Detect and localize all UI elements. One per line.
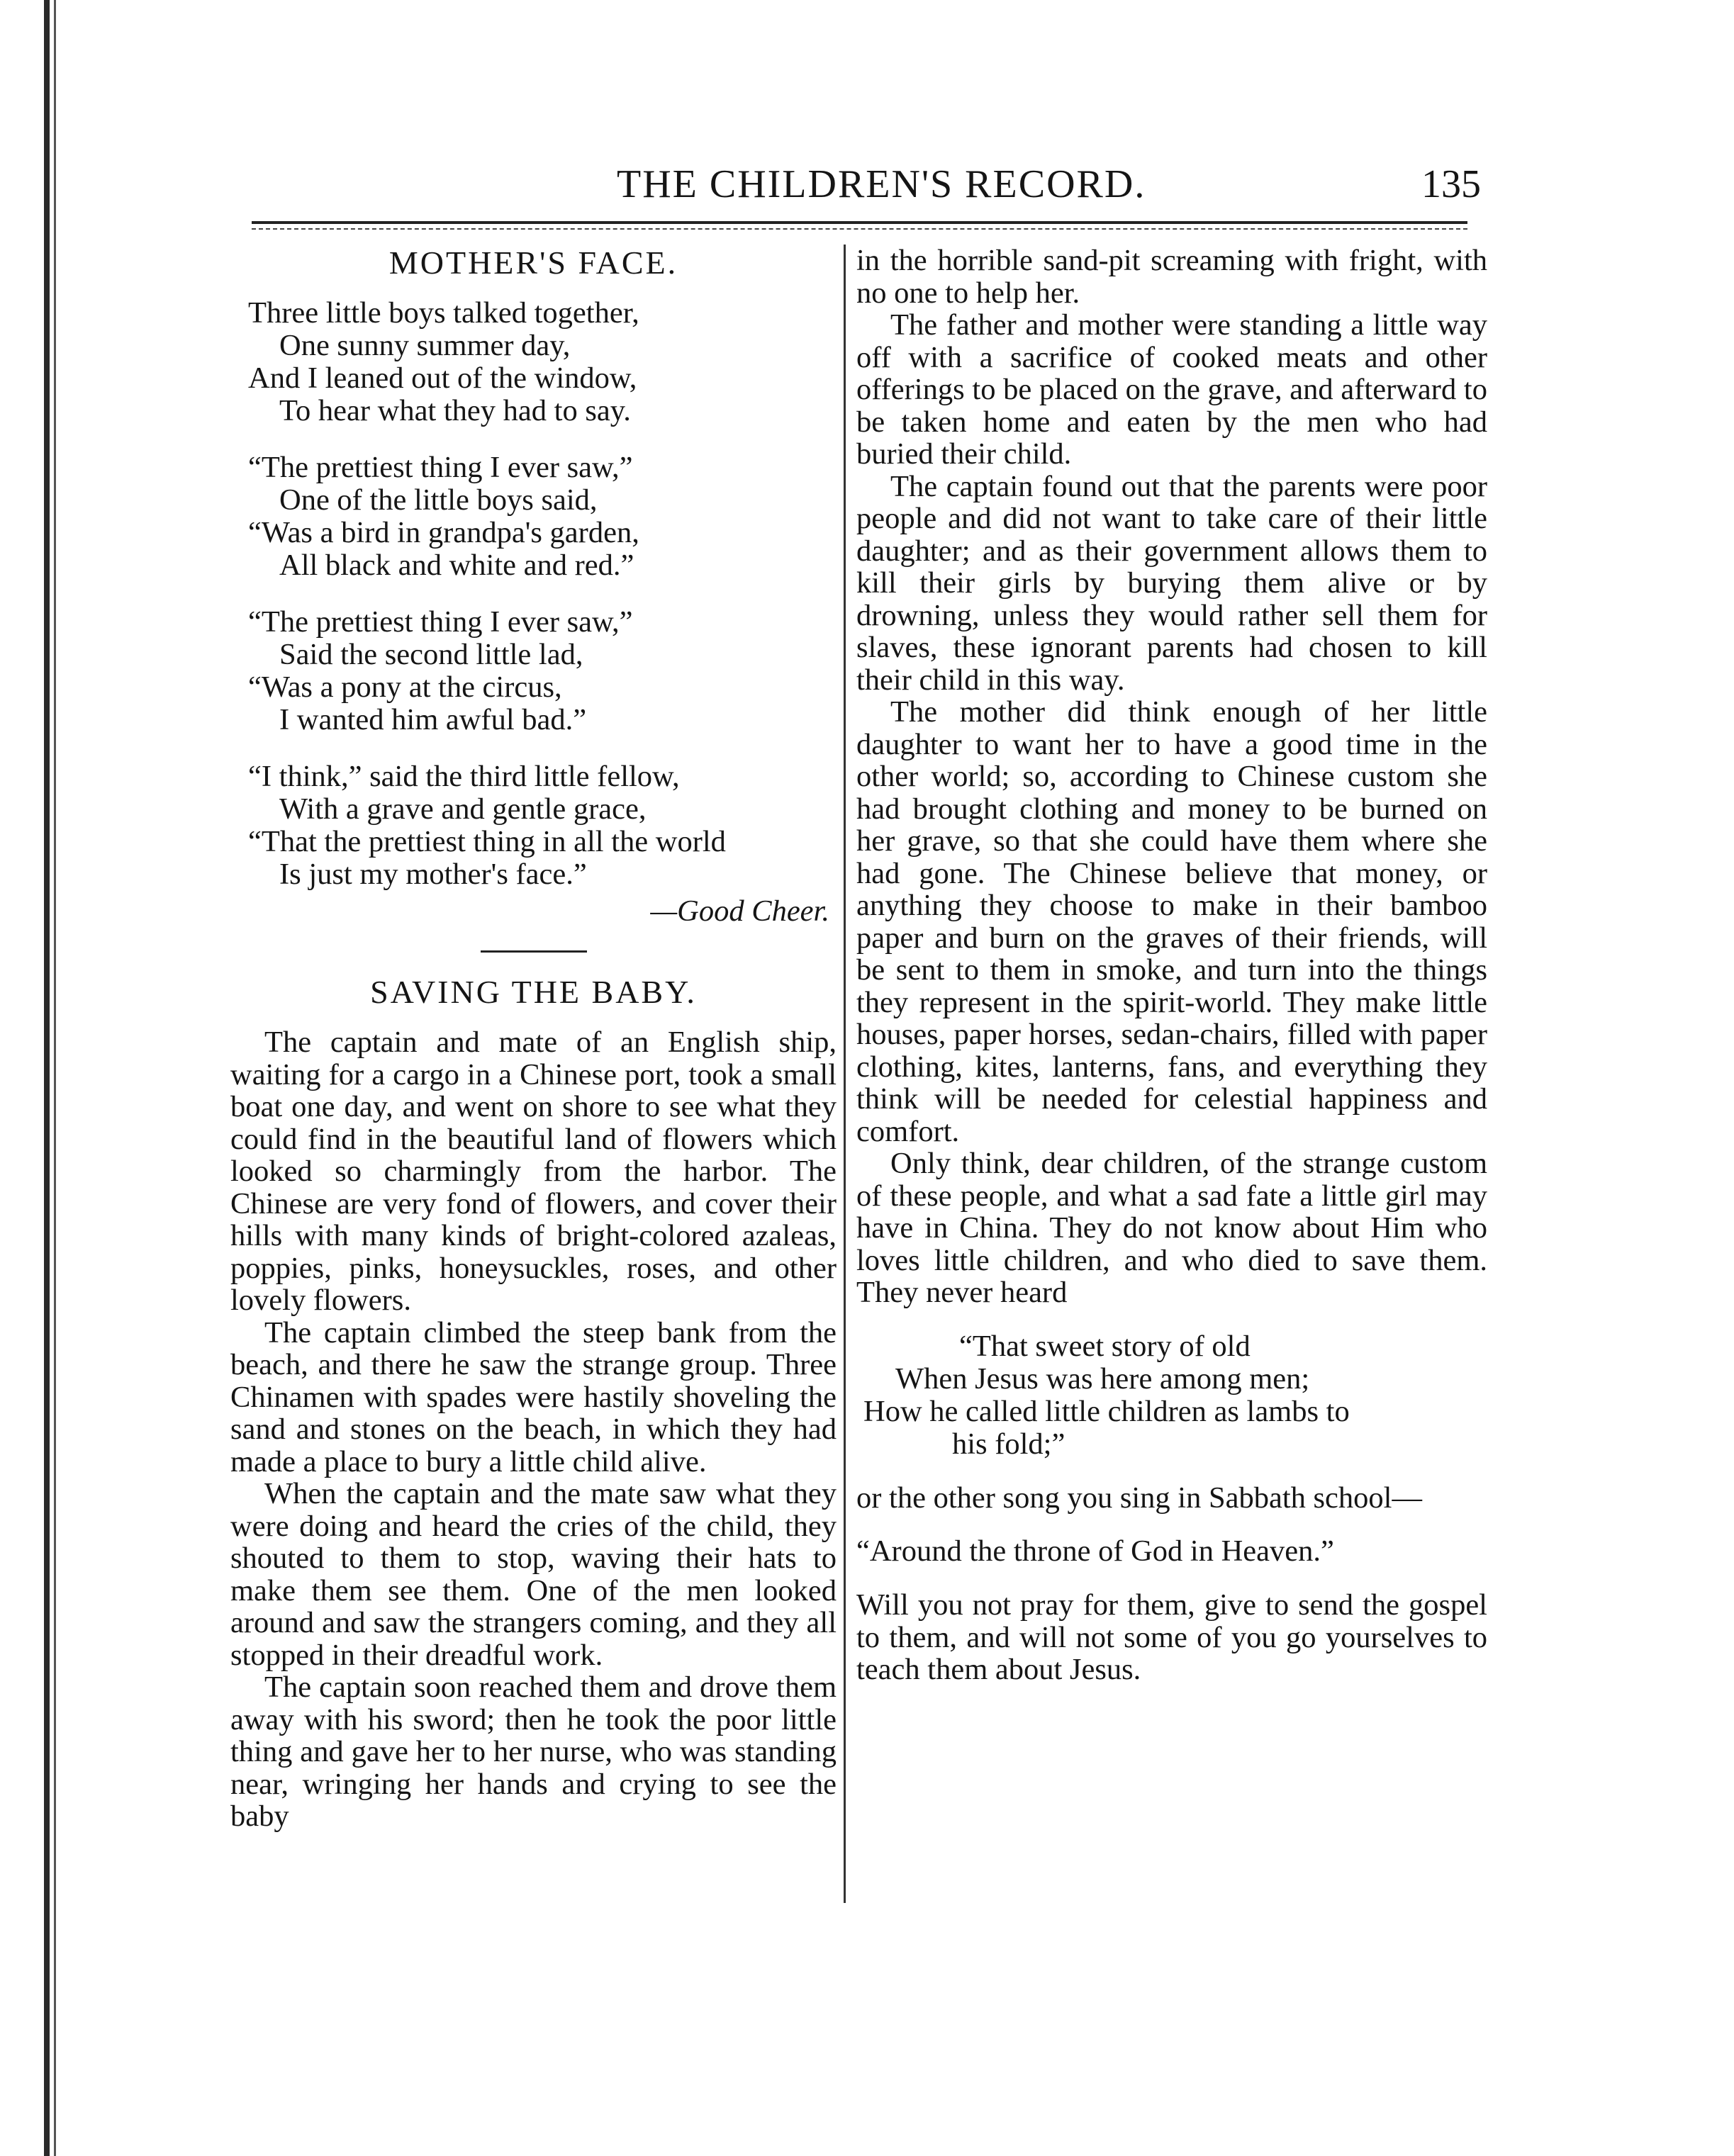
poem-line: “Was a pony at the circus,: [248, 670, 562, 704]
poem-line: “The prettiest thing I ever saw,”: [248, 451, 633, 484]
page-number: 135: [1421, 162, 1481, 206]
article-paragraph: The father and mother were standing a little way off with a sacrifice of cooked meats and other offerings to be placed on the grave, and afterward to be taken home and eaten by the men who had buried their child.: [856, 308, 1487, 471]
poem-title: MOTHER'S FACE.: [388, 245, 678, 281]
scan-edge: [44, 0, 50, 2156]
article-closing: Will you not pray for them, give to send the gospel to them, and will not some of you go yourselves to teach them about Jesus.: [856, 1588, 1487, 1686]
hymn-line: How he called little children as lambs to: [863, 1394, 1350, 1428]
poem-stanza: [248, 451, 837, 582]
poem-line: I wanted him awful bad.”: [279, 703, 587, 736]
article-paragraph: The mother did think enough of her little daughter to want her to have a good time in the other world; so, according to Chinese custom she had brought clothing and money to be burned on her grave, so that she could have them where she had gone. The Chinese believe that money, or anything they choose to make in their bamboo paper and burn on the graves of their friends, will be sent to them in smoke, and turn into the things they represent in the spirit-world. They make little houses, paper horses, sedan-chairs, filled with paper clothing, kites, lanterns, fans, and everything they think will be needed for celestial happiness and comfort.: [856, 695, 1487, 1148]
hymn-line: “That sweet story of old: [959, 1329, 1251, 1363]
poem-line: One sunny summer day,: [279, 329, 571, 362]
right-column: [856, 245, 1487, 1686]
article-paragraph: The captain found out that the parents were poor people and did not want to take care of their little daughter; and as their government allows them to kill their girls by burying them alive or by drowning, unless they would rather sell them for slaves, these ignorant parents had chosen to kill their child in this way.: [856, 469, 1487, 697]
poem-line: Is just my mother's face.”: [279, 858, 587, 891]
article-paragraph: The captain and mate of an English ship, waiting for a cargo in a Chinese port, took a small boat one day, and went on shore to see what they could find in the beautiful land of flowers which looked so charmingly from the harbor. The Chinese are very fond of flowers, and cover their hills with many kinds of bright-colored azaleas, poppies, pinks, honeysuckles, roses, and other lovely flowers.: [230, 1026, 837, 1317]
hymn-line: his fold;”: [952, 1427, 1065, 1461]
poem-attribution: —Good Cheer.: [650, 894, 829, 928]
section-divider: [481, 950, 587, 953]
poem-line: Said the second little lad,: [279, 638, 583, 671]
hymn-line: When Jesus was here among men;: [895, 1361, 1310, 1396]
poem-line: And I leaned out of the window,: [248, 361, 637, 395]
running-header: THE CHILDREN'S RECORD.: [617, 162, 1146, 206]
poem-line: One of the little boys said,: [279, 483, 598, 517]
article-paragraph: The captain soon reached them and drove them away with his sword; then he took the poor little thing and gave her to her nurse, who was standing near, wringing her hands and crying to see the baby: [230, 1671, 837, 1833]
hymn-title-quote: “Around the throne of God in Heaven.”: [856, 1534, 1334, 1568]
article-continuation: in the horrible sand-pit screaming with fright, with no one to help her.: [856, 244, 1487, 310]
column-divider: [844, 245, 846, 1903]
header-rule: [252, 221, 1467, 224]
poem-line: With a grave and gentle grace,: [279, 792, 647, 826]
article-paragraph: The captain climbed the steep bank from the beach, and there he saw the strange group. Three Chinamen with spades were hastily shoveling the sand and stones on the beach, in which they had made a place to bury a little child alive.: [230, 1315, 837, 1478]
poem-stanza: [248, 606, 837, 736]
scan-edge-inner: [54, 0, 56, 2156]
poem-line: “The prettiest thing I ever saw,”: [248, 605, 633, 639]
poem-stanza: [248, 760, 837, 891]
poem-line: All black and white and red.”: [279, 549, 634, 582]
article-paragraph: Only think, dear children, of the strange custom of these people, and what a sad fate a little girl may have in China. They do not know about Him who loves little children, and who died to save them. They never heard: [856, 1147, 1487, 1309]
left-column: [230, 245, 837, 1833]
poem-line: “Was a bird in grandpa's garden,: [248, 516, 639, 549]
poem-line: “I think,” said the third little fellow,: [248, 760, 680, 793]
poem-line: To hear what they had to say.: [279, 394, 631, 427]
header-rule-dashed: [252, 228, 1467, 230]
article-title: SAVING THE BABY.: [370, 974, 697, 1010]
article-paragraph: When the captain and the mate saw what they were doing and heard the cries of the child, they shouted to them to stop, waving their hats to make them see them. One of the men looked around and saw the strangers coming, and they all stopped in their dreadful work.: [230, 1477, 837, 1672]
poem-stanza: [248, 297, 837, 427]
article-bridge: or the other song you sing in Sabbath school—: [856, 1481, 1422, 1515]
poem-line: Three little boys talked together,: [248, 296, 639, 330]
poem-line: “That the prettiest thing in all the world: [248, 825, 726, 858]
hymn-quote: [856, 1330, 1487, 1461]
